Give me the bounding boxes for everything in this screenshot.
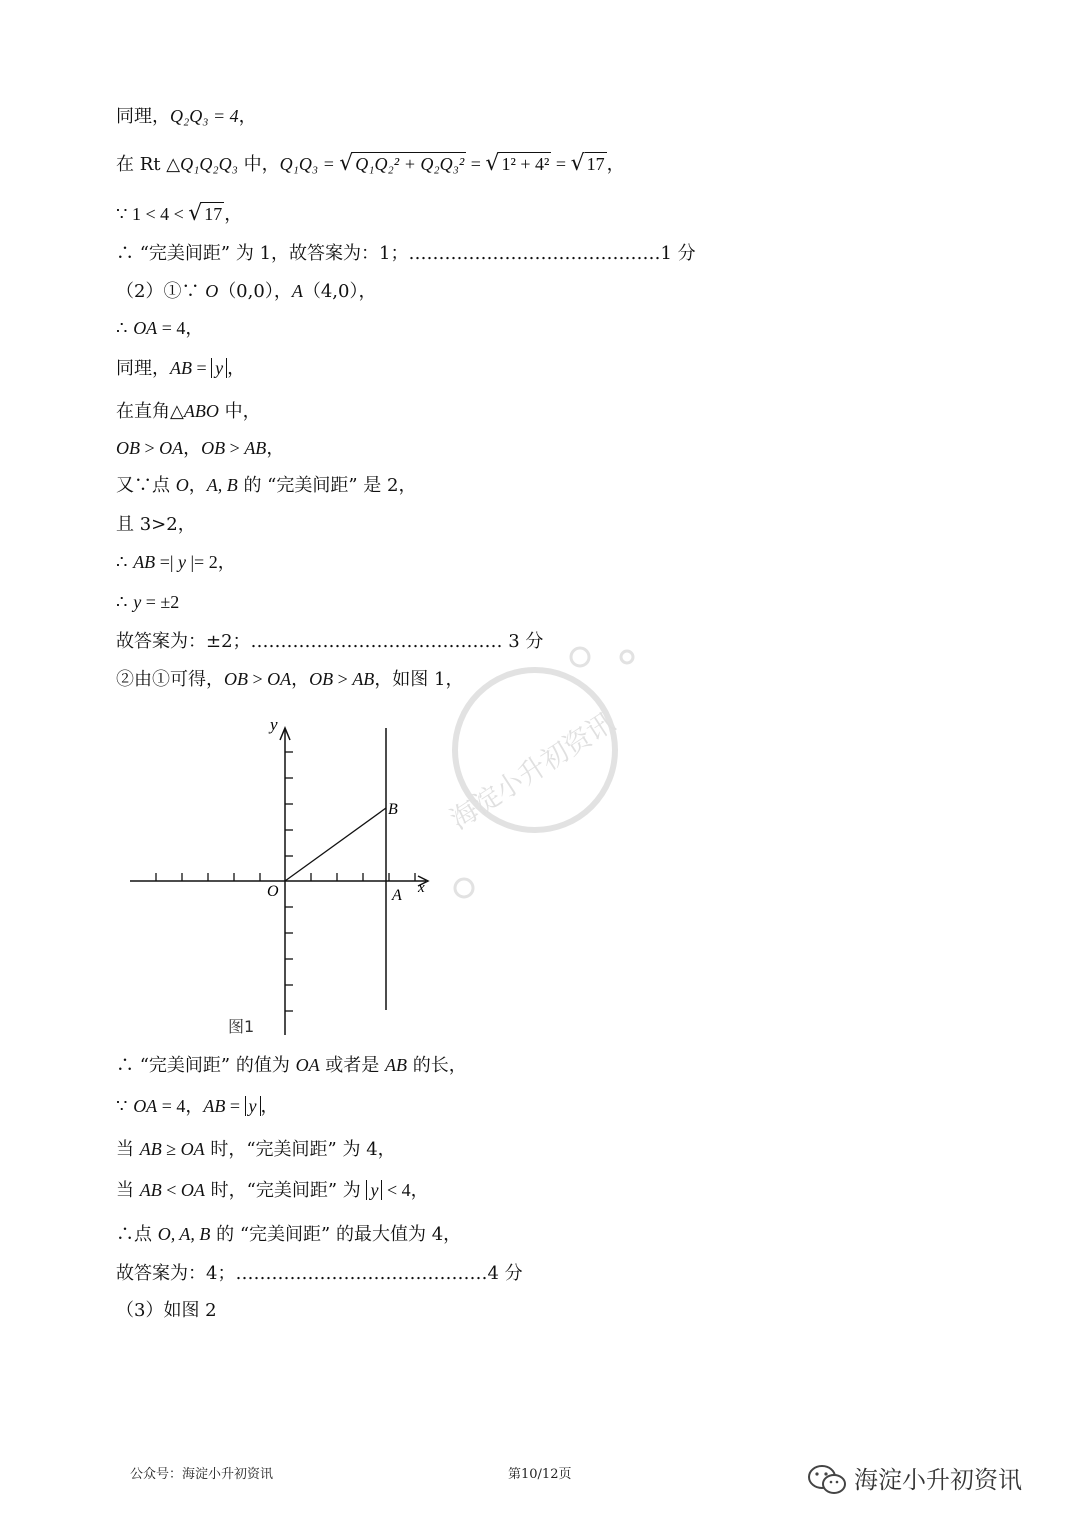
radical-sign: √ — [570, 151, 585, 176]
text: 或者是 — [319, 1055, 386, 1076]
footer-brand: 海淀小升初资讯 — [854, 1466, 1022, 1494]
radicand: 1² + 4² — [501, 154, 550, 174]
math-expr: OB — [201, 438, 226, 458]
math-expr: y — [133, 592, 142, 612]
line-17 — [116, 1094, 279, 1119]
text: 同理， — [116, 358, 170, 379]
text: = — [551, 154, 571, 174]
text: 中， — [237, 154, 280, 175]
watermark-stamp — [440, 640, 670, 910]
text: 当 — [116, 1139, 140, 1160]
segment-ob — [285, 808, 386, 881]
line-14: 故答案为：±2；…………………………………… 3 分 — [116, 631, 544, 652]
math-expr: OA — [180, 1139, 205, 1159]
text: > — [248, 669, 268, 689]
footer-page-number: 第10/12页 — [508, 1467, 572, 1482]
math-expr: AB — [170, 358, 192, 378]
line-5 — [116, 279, 376, 304]
line-19 — [116, 1178, 429, 1203]
text: ∴点 — [116, 1224, 158, 1245]
text: ②由①可得， — [116, 669, 224, 690]
math-expr: AB — [352, 669, 375, 689]
math-expr: O — [175, 475, 189, 495]
math-expr: OA — [133, 318, 158, 338]
text: = 4， — [157, 318, 204, 338]
text: 的 “完美间距” 的最大值为 4， — [210, 1224, 462, 1245]
line-12 — [116, 550, 236, 575]
text: （4,0）， — [302, 281, 377, 302]
line-2 — [116, 152, 625, 177]
text: |= 2， — [185, 552, 236, 572]
text: ∴ “完美间距” 的值为 — [116, 1055, 296, 1076]
text: = — [225, 1096, 245, 1116]
line-21: 故答案为：4；……………………………………4 分 — [116, 1263, 523, 1284]
text: （2）①∵ — [116, 281, 206, 302]
text: 中， — [218, 401, 261, 422]
math-expr: O, A, B — [157, 1224, 211, 1244]
watermark-dot — [571, 648, 589, 666]
text: = ±2 — [141, 592, 180, 612]
math-expr: OA — [295, 1055, 320, 1075]
text: 在 Rt △ — [116, 154, 181, 175]
math-expr: O — [205, 281, 219, 301]
abs-value: y — [211, 358, 227, 378]
radicand: 17 — [204, 204, 223, 224]
math-expr: AB — [139, 1139, 162, 1159]
math-expr: AB — [139, 1180, 162, 1200]
math-expr: OB — [309, 669, 334, 689]
text: 在直角△ — [116, 401, 184, 422]
radical-sign: √ — [485, 151, 500, 176]
math-expr: OB — [116, 438, 140, 458]
math-expr: Q₂Q₃ = 4 — [170, 106, 239, 126]
radicand: 17 — [586, 154, 605, 174]
line-6 — [116, 316, 203, 341]
text: = — [192, 358, 212, 378]
text: < 4， — [382, 1180, 429, 1200]
text: ∵ — [116, 1096, 134, 1117]
math-expr: OA — [267, 669, 292, 689]
line-15 — [116, 667, 464, 692]
math-expr: OA — [159, 438, 184, 458]
line-22: （3）如图 2 — [116, 1300, 217, 1321]
text: ， — [183, 438, 202, 459]
text: 当 — [116, 1180, 140, 1201]
footer-account: 公众号：海淀小升初资讯 — [130, 1467, 274, 1482]
point-a-label: A — [392, 887, 402, 904]
line-18 — [116, 1137, 396, 1162]
text: 时，“完美间距” 为 — [204, 1180, 367, 1201]
math-expr: OB — [224, 669, 248, 689]
text: （0,0）， — [218, 281, 292, 302]
radical-sign: √ — [339, 151, 354, 176]
text: < — [161, 1180, 181, 1200]
math-expr: A — [291, 281, 303, 301]
radical-sign: √ — [188, 201, 203, 226]
math-expr: OA — [180, 1180, 205, 1200]
watermark-dot — [621, 651, 633, 663]
line-1 — [116, 104, 257, 129]
text: ， — [260, 1096, 279, 1117]
text: =| — [155, 552, 178, 572]
math-expr: Q₁Q₃ = — [279, 154, 340, 174]
line-7 — [116, 356, 245, 381]
text: = — [466, 154, 486, 174]
text: ≥ — [161, 1139, 181, 1159]
text: ， — [238, 106, 257, 127]
radicand: Q₁Q₂² + Q₂Q₃² — [355, 154, 465, 174]
line-3 — [116, 202, 242, 227]
figure-1-coordinate-plane — [120, 710, 450, 1040]
abs-value: y — [366, 1180, 382, 1200]
text: ， — [266, 438, 285, 459]
math-expr: AB — [203, 1096, 226, 1116]
point-b-label: B — [388, 801, 398, 818]
math-expr: OA — [133, 1096, 158, 1116]
math-expr: AB — [133, 552, 156, 572]
watermark-text: 海淀小升初资讯 — [444, 706, 621, 836]
line-11: 且 3>2， — [116, 514, 196, 535]
text: ， — [606, 154, 625, 175]
text: 时，“完美间距” 为 4， — [204, 1139, 396, 1160]
wechat-icon — [806, 1463, 850, 1497]
text: > — [333, 669, 353, 689]
watermark-dot — [455, 879, 473, 897]
text: 同理， — [116, 106, 170, 127]
math-expr: Q₁Q₂Q₃ — [180, 154, 238, 174]
text: 的 “完美间距” 是 2， — [237, 475, 417, 496]
text: 的长， — [407, 1055, 467, 1076]
figure-caption: 图1 — [228, 1017, 255, 1036]
x-axis-label: x — [418, 880, 425, 896]
y-axis-label: y — [270, 715, 278, 734]
text: ，如图 1， — [374, 669, 464, 690]
text: ∴ — [116, 318, 134, 339]
math-expr: AB — [244, 438, 267, 458]
text: ， — [291, 669, 310, 690]
math-expr: A, B — [206, 475, 238, 495]
line-13 — [116, 590, 179, 615]
text: ∴ — [116, 552, 134, 573]
math-expr: AB — [385, 1055, 408, 1075]
text: ， — [224, 204, 243, 225]
text: ∵ 1 < 4 < — [116, 204, 189, 224]
line-8 — [116, 399, 261, 424]
line-20 — [116, 1222, 461, 1247]
text: > — [140, 438, 160, 458]
math-expr: ABO — [183, 401, 219, 421]
line-4: ∴ “完美间距” 为 1，故答案为：1；……………………………………1 分 — [116, 243, 696, 264]
text: = 4， — [157, 1096, 204, 1116]
origin-label: O — [267, 883, 279, 900]
abs-value: y — [245, 1096, 261, 1116]
text: 又∵点 — [116, 475, 176, 496]
line-9 — [116, 436, 284, 461]
text: ， — [227, 358, 246, 379]
text: > — [225, 438, 245, 458]
math-expr: y — [177, 552, 186, 572]
line-16 — [116, 1053, 467, 1078]
text: ∴ — [116, 592, 134, 613]
text: ， — [188, 475, 207, 496]
line-10 — [116, 473, 416, 498]
